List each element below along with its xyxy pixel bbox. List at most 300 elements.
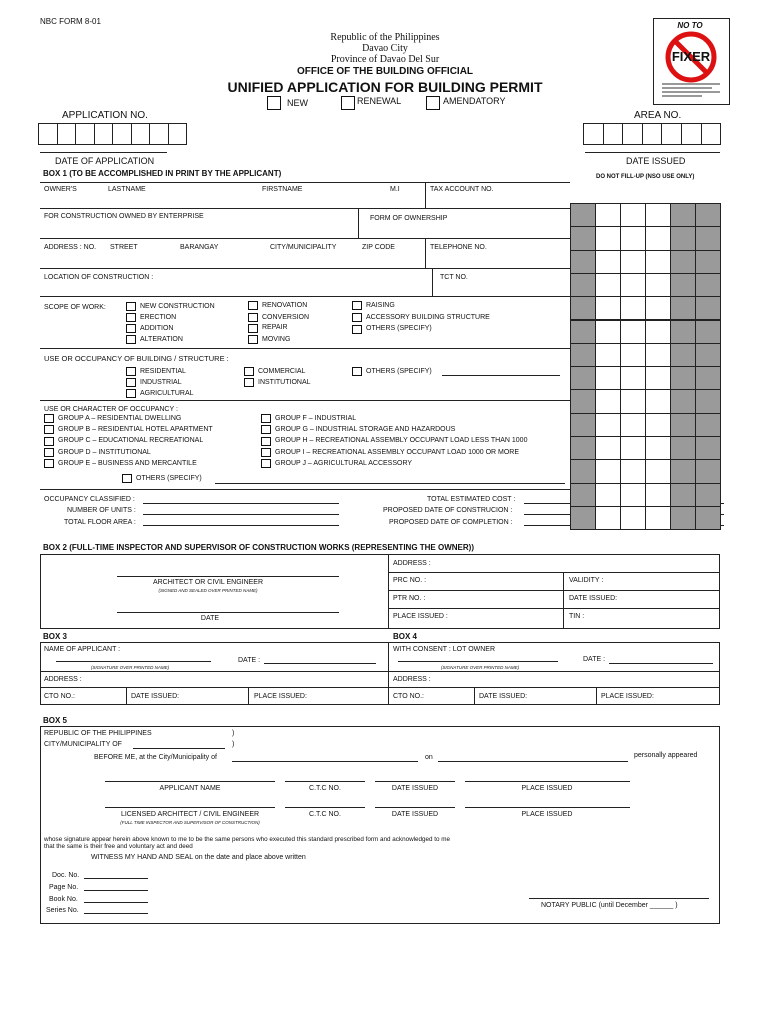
rule (40, 400, 570, 401)
nso-grid-cell (645, 226, 671, 250)
nso-grid-cell (570, 203, 596, 227)
amendatory-label: AMENDATORY (443, 96, 506, 106)
conversion-checkbox[interactable] (248, 313, 258, 322)
group-a-label: GROUP A – RESIDENTIAL DWELLING (58, 415, 182, 422)
rule (40, 268, 570, 269)
box5-republic: REPUBLIC OF THE PHILIPPINES (44, 730, 152, 737)
tin-label: TIN : (569, 613, 585, 620)
mi-label: M.I (390, 186, 400, 193)
application-no-cell[interactable] (149, 123, 169, 145)
rule (388, 608, 720, 609)
group-g-checkbox[interactable] (261, 425, 271, 434)
box3-place-issued-label: PLACE ISSUED: (254, 693, 307, 700)
date-issued-label: DATE ISSUED (626, 156, 686, 166)
nso-grid-cell (620, 483, 646, 507)
estimated-cost-label: TOTAL ESTIMATED COST : (427, 496, 516, 503)
nso-grid-cell (620, 459, 646, 483)
form-number: NBC FORM 8-01 (40, 17, 101, 26)
nso-grid-cell (695, 459, 721, 483)
repair-label: REPAIR (262, 324, 288, 331)
nso-grid-cell (595, 413, 621, 437)
nso-grid-cell (620, 436, 646, 460)
page-title: UNIFIED APPLICATION FOR BUILDING PERMIT (227, 79, 543, 95)
nso-grid-cell (620, 389, 646, 413)
zip-label: ZIP CODE (362, 244, 395, 251)
rule (84, 878, 148, 879)
rule (465, 781, 630, 782)
group-j-label: GROUP J – AGRICULTURAL ACCESSORY (275, 460, 413, 467)
application-no-cell[interactable] (168, 123, 188, 145)
republic-heading: Republic of the Philippines (330, 32, 440, 43)
nso-grid-cell (695, 296, 721, 320)
rule (40, 687, 720, 688)
ctc-label-2: C.T.C NO. (309, 811, 341, 818)
place-issued-label-2: PLACE ISSUED (521, 811, 573, 818)
box3-date-label: DATE : (238, 657, 261, 664)
group-b-label: GROUP B – RESIDENTIAL HOTEL APARTMENT (58, 426, 213, 433)
accessory-label: ACCESSORY BUILDING STRUCTURE (366, 314, 490, 321)
residential-checkbox[interactable] (126, 367, 136, 376)
addition-checkbox[interactable] (126, 324, 136, 333)
group-h-label: GROUP H – RECREATIONAL ASSEMBLY OCCUPANT LOAD LESS THAN 1000 (275, 437, 528, 444)
box4-cto-label: CTO NO.: (393, 693, 424, 700)
nso-grid-cell (670, 273, 696, 297)
nso-grid-cell (620, 296, 646, 320)
rule (143, 503, 339, 504)
rule (398, 661, 558, 662)
province-heading: Province of Davao Del Sur (330, 54, 440, 65)
rule (465, 807, 630, 808)
rule (425, 238, 426, 268)
erection-label: ERECTION (140, 314, 177, 321)
nso-grid-cell (670, 483, 696, 507)
commercial-checkbox[interactable] (244, 367, 254, 376)
commercial-label: COMMERCIAL (258, 368, 306, 375)
nso-grid-cell (670, 296, 696, 320)
new-construction-checkbox[interactable] (126, 302, 136, 311)
before-me-text: BEFORE ME, at the City/Municipality of (94, 754, 217, 761)
nso-grid-cell (645, 483, 671, 507)
owners-label: OWNER'S (44, 186, 77, 193)
area-no-cell[interactable] (701, 123, 722, 145)
nso-grid-cell (620, 226, 646, 250)
institutional-label: INSTITUTIONAL (258, 379, 311, 386)
area-no-cell[interactable] (642, 123, 663, 145)
telephone-label: TELEPHONE NO. (430, 244, 487, 251)
new-construction-label: NEW CONSTRUCTION (140, 303, 215, 310)
box2-frame (40, 554, 720, 629)
new-label: NEW (287, 98, 308, 108)
fixer-label: FIXER (671, 49, 711, 64)
nso-grid-cell (570, 296, 596, 320)
nso-grid-cell (645, 320, 671, 344)
box4-date-label: DATE : (583, 656, 606, 663)
group-e-label: GROUP E – BUSINESS AND MERCANTILE (58, 460, 197, 467)
nso-grid-cell (595, 343, 621, 367)
box4-address-label: ADDRESS : (393, 676, 431, 683)
nso-grid-cell (570, 226, 596, 250)
group-f-label: GROUP F – INDUSTRIAL (275, 415, 357, 422)
box3-title: BOX 3 (43, 632, 68, 641)
rule (248, 687, 249, 705)
licensed-sub-note: (FULL TIME INSPECTOR AND SUPERVISOR OF CONSTRUCTION) (120, 820, 260, 825)
new-checkbox[interactable] (267, 96, 281, 110)
box3-date-issued-label: DATE ISSUED: (131, 693, 180, 700)
repair-checkbox[interactable] (248, 324, 258, 333)
ptr-label: PTR NO. : (393, 595, 426, 602)
whose-text-1: whose signature appear herein above known to me to be the same persons who executed this standard prescribed form and acknowledged to me (44, 836, 451, 843)
number-units-label: NUMBER OF UNITS : (67, 507, 136, 514)
nso-note: DO NOT FILL-UP (NSO USE ONLY) (596, 174, 695, 180)
nso-grid-cell (695, 483, 721, 507)
no-to-fixer-logo (653, 18, 730, 105)
nso-grid-cell (595, 226, 621, 250)
notary-label: NOTARY PUBLIC (until December ______ ) (541, 902, 678, 909)
location-label: LOCATION OF CONSTRUCTION : (44, 274, 154, 281)
on-text: on (425, 754, 433, 761)
nso-grid-cell (645, 413, 671, 437)
rule (474, 687, 475, 705)
nso-grid-cell (570, 459, 596, 483)
nso-grid-cell (570, 413, 596, 437)
nso-grid-cell (695, 366, 721, 390)
nso-grid-cell (670, 389, 696, 413)
nso-grid-cell (595, 250, 621, 274)
occupancy-others-label: OTHERS (SPECIFY) (136, 475, 202, 482)
nso-grid-cell (595, 273, 621, 297)
box3-signature-note: (SIGNATURE OVER PRINTED NAME) (90, 665, 170, 670)
box2-address-label: ADDRESS : (393, 560, 431, 567)
rule (596, 687, 597, 705)
nso-grid-cell (570, 320, 596, 344)
rule (105, 807, 275, 808)
nso-grid-cell (695, 273, 721, 297)
nso-grid-cell (695, 506, 721, 530)
box2-place-issued-label: PLACE ISSUED : (393, 613, 448, 620)
nso-grid-cell (695, 226, 721, 250)
nso-grid-cell (645, 436, 671, 460)
doc-no-label: Doc. No. (52, 872, 80, 879)
industrial-label: INDUSTRIAL (140, 379, 182, 386)
use-label: USE OR OCCUPANCY OF BUILDING / STRUCTURE : (44, 354, 229, 363)
consent-label: WITH CONSENT : LOT OWNER (393, 646, 496, 653)
rule (84, 902, 148, 903)
nso-grid-cell (695, 320, 721, 344)
nso-grid-cell (570, 366, 596, 390)
area-no-cell[interactable] (681, 123, 702, 145)
firstname-label: FIRSTNAME (262, 186, 303, 193)
box2-date-issued-label: DATE ISSUED: (569, 595, 618, 602)
architect-label: ARCHITECT OR CIVIL ENGINEER (152, 579, 264, 586)
nso-grid-cell (695, 389, 721, 413)
date-issued-label-2: DATE ISSUED (391, 811, 439, 818)
alteration-checkbox[interactable] (126, 335, 136, 344)
rule (425, 182, 426, 208)
box4-title: BOX 4 (393, 632, 418, 641)
proposed-completion-label: PROPOSED DATE OF COMPLETION : (389, 519, 513, 526)
nso-grid-cell (645, 250, 671, 274)
rule (285, 781, 365, 782)
nso-grid-cell (595, 389, 621, 413)
floor-area-label: TOTAL FLOOR AREA : (64, 519, 136, 526)
rule (117, 576, 339, 577)
rule (143, 514, 339, 515)
group-j-checkbox[interactable] (261, 459, 271, 468)
nso-grid-cell (645, 296, 671, 320)
group-b-checkbox[interactable] (44, 425, 54, 434)
application-no-cell[interactable] (38, 123, 58, 145)
nso-grid-cell (570, 389, 596, 413)
nso-grid-cell (570, 483, 596, 507)
rule (264, 663, 376, 664)
rule (40, 208, 570, 209)
nso-grid-cell (670, 320, 696, 344)
nso-grid-cell (620, 250, 646, 274)
office-heading: OFFICE OF THE BUILDING OFFICIAL (296, 66, 474, 77)
rule (388, 572, 720, 573)
box5-paren-2: ) (232, 741, 235, 748)
nso-grid-cell (645, 343, 671, 367)
application-no-cell[interactable] (94, 123, 114, 145)
group-a-checkbox[interactable] (44, 414, 54, 423)
rule (40, 489, 570, 490)
page-no-label: Page No. (49, 884, 79, 891)
signed-sealed-note: (SIGNED AND SEALED OVER PRINTED NAME) (158, 588, 258, 593)
rule (563, 572, 564, 629)
moving-checkbox[interactable] (248, 335, 258, 344)
group-g-label: GROUP G – INDUSTRIAL STORAGE AND HAZARDOUS (275, 426, 456, 433)
barangay-label: BARANGAY (180, 244, 219, 251)
rule (117, 612, 339, 613)
tax-account-label: TAX ACCOUNT NO. (430, 186, 494, 193)
renovation-label: RENOVATION (262, 302, 308, 309)
rule (438, 761, 628, 762)
rule (432, 268, 433, 296)
rule (126, 687, 127, 705)
group-i-checkbox[interactable] (261, 448, 271, 457)
nso-grid-cell (570, 506, 596, 530)
nso-grid-cell (570, 343, 596, 367)
nso-grid-cell (620, 273, 646, 297)
rule (285, 807, 365, 808)
ctc-label-1: C.T.C NO. (309, 785, 341, 792)
nso-grid-cell (595, 483, 621, 507)
scope-others-checkbox[interactable] (352, 325, 362, 334)
date-of-application-label: DATE OF APPLICATION (55, 156, 155, 166)
form-ownership-label: FORM OF OWNERSHIP (370, 215, 448, 222)
nso-grid-cell (595, 296, 621, 320)
group-d-label: GROUP D – INSTITUTIONAL (58, 449, 151, 456)
area-no-cell[interactable] (661, 123, 682, 145)
book-no-label: Book No. (49, 896, 78, 903)
application-no-cell[interactable] (75, 123, 95, 145)
nso-grid-cell (695, 436, 721, 460)
area-no-cell[interactable] (622, 123, 643, 145)
nso-grid-cell (595, 203, 621, 227)
rule (232, 761, 418, 762)
lastname-label: LASTNAME (108, 186, 146, 193)
residential-label: RESIDENTIAL (140, 368, 186, 375)
no-to-label: NO TO (677, 21, 703, 30)
nso-grid-cell (595, 506, 621, 530)
institutional-checkbox[interactable] (244, 378, 254, 387)
raising-checkbox[interactable] (352, 301, 362, 310)
enterprise-label: FOR CONSTRUCTION OWNED BY ENTERPRISE (44, 213, 204, 220)
address-no-label: ADDRESS : NO. (44, 244, 97, 251)
group-c-checkbox[interactable] (44, 437, 54, 446)
box4-date-issued-label: DATE ISSUED: (479, 693, 528, 700)
nso-grid-cell (620, 320, 646, 344)
place-issued-label-1: PLACE ISSUED (521, 785, 573, 792)
moving-label: MOVING (262, 336, 291, 343)
group-d-checkbox[interactable] (44, 448, 54, 457)
occupancy-others-checkbox[interactable] (122, 474, 132, 483)
alteration-label: ALTERATION (140, 336, 183, 343)
rule (105, 781, 275, 782)
rule (388, 590, 720, 591)
box5-city: CITY/MUNICIPALITY OF (44, 741, 122, 748)
renewal-label: RENEWAL (357, 96, 402, 106)
industrial-checkbox[interactable] (126, 378, 136, 387)
area-no-cell[interactable] (583, 123, 604, 145)
nso-grid-cell (645, 459, 671, 483)
nso-grid-cell (670, 366, 696, 390)
box1-title: BOX 1 (TO BE ACCOMPLISHED IN PRINT BY THE APPLICANT) (43, 169, 282, 178)
application-no-label: APPLICATION NO. (62, 110, 148, 121)
nso-grid-cell (595, 459, 621, 483)
nso-grid-cell (570, 250, 596, 274)
rule (84, 913, 148, 914)
use-others-label: OTHERS (SPECIFY) (366, 368, 432, 375)
rule (388, 554, 389, 629)
renewal-checkbox[interactable] (341, 96, 355, 110)
street-label: STREET (110, 244, 138, 251)
whose-text-2: that the same is their free and voluntary act and deed (44, 843, 193, 850)
nso-grid-cell (695, 203, 721, 227)
nso-grid-cell (620, 343, 646, 367)
nso-grid-cell (695, 413, 721, 437)
rule (215, 483, 565, 484)
rule (40, 296, 570, 297)
nso-grid-cell (670, 506, 696, 530)
rule (609, 663, 713, 664)
box4-place-issued-label: PLACE ISSUED: (601, 693, 654, 700)
accessory-checkbox[interactable] (352, 313, 362, 322)
box3-address-label: ADDRESS : (44, 676, 82, 683)
rule (388, 642, 389, 705)
area-no-label: AREA NO. (634, 110, 682, 121)
erection-checkbox[interactable] (126, 313, 136, 322)
nso-grid-cell (645, 389, 671, 413)
group-f-checkbox[interactable] (261, 414, 271, 423)
group-c-label: GROUP C – EDUCATIONAL RECREATIONAL (58, 437, 204, 444)
rule (40, 182, 570, 183)
nso-grid-cell (670, 226, 696, 250)
nso-grid-cell (670, 436, 696, 460)
group-i-label: GROUP I – RECREATIONAL ASSEMBLY OCCUPANT LOAD 1000 OR MORE (275, 449, 520, 456)
nso-grid-cell (670, 459, 696, 483)
nso-grid-cell (645, 273, 671, 297)
box4-signature-note: (SIGNATURE OVER PRINTED NAME) (440, 665, 520, 670)
tct-label: TCT NO. (440, 274, 468, 281)
nso-grid-cell (670, 203, 696, 227)
nso-grid-cell (645, 203, 671, 227)
validity-label: VALIDITY : (569, 577, 604, 584)
agricultural-checkbox[interactable] (126, 389, 136, 398)
nso-grid-cell (620, 366, 646, 390)
scope-others-label: OTHERS (SPECIFY) (366, 325, 432, 332)
nso-grid-cell (595, 366, 621, 390)
rule (375, 781, 455, 782)
witness-text: WITNESS MY HAND AND SEAL on the date and place above written (91, 854, 306, 861)
date-issued-line (585, 152, 720, 153)
addition-label: ADDITION (140, 325, 174, 332)
nso-grid-cell (670, 413, 696, 437)
rule (529, 898, 709, 899)
char-label: USE OR CHARACTER OF OCCUPANCY : (44, 406, 178, 413)
licensed-architect-label: LICENSED ARCHITECT / CIVIL ENGINEER (120, 811, 260, 818)
application-no-cell[interactable] (131, 123, 151, 145)
applicant-name-label: APPLICANT NAME (159, 785, 221, 792)
box5-title: BOX 5 (43, 716, 68, 725)
nso-grid-cell (595, 436, 621, 460)
group-h-checkbox[interactable] (261, 437, 271, 446)
nso-grid-cell (595, 320, 621, 344)
city-muni-label: CITY/MUNICIPALITY (270, 244, 337, 251)
box5-paren-1: ) (232, 730, 235, 737)
rule (442, 375, 560, 376)
rule (40, 238, 570, 239)
rule (84, 890, 148, 891)
nso-grid-cell (620, 506, 646, 530)
agricultural-label: AGRICULTURAL (140, 390, 194, 397)
application-no-cell[interactable] (57, 123, 77, 145)
rule (358, 208, 359, 238)
nso-grid-cell (620, 413, 646, 437)
area-no-cell[interactable] (603, 123, 624, 145)
occupancy-classified-label: OCCUPANCY CLASSIFIED : (44, 496, 135, 503)
nso-grid-cell (620, 203, 646, 227)
nso-grid-cell (645, 366, 671, 390)
date-application-line (40, 152, 167, 153)
group-e-checkbox[interactable] (44, 459, 54, 468)
city-heading: Davao City (362, 43, 408, 54)
amendatory-checkbox[interactable] (426, 96, 440, 110)
nso-grid-cell (670, 343, 696, 367)
nso-grid-cell (570, 273, 596, 297)
rule (133, 748, 225, 749)
series-no-label: Series No. (46, 907, 79, 914)
personally-appeared-text: personally appeared (634, 752, 698, 759)
date-issued-label-1: DATE ISSUED (391, 785, 439, 792)
raising-label: RAISING (366, 302, 395, 309)
rule (375, 807, 455, 808)
use-others-checkbox[interactable] (352, 367, 362, 376)
box2-title: BOX 2 (FULL-TIME INSPECTOR AND SUPERVISOR OF CONSTRUCTION WORKS (REPRESENTING THE OWNER)) (43, 543, 474, 552)
nso-grid-cell (670, 250, 696, 274)
box3-cto-label: CTO NO.: (44, 693, 75, 700)
rule (40, 348, 570, 349)
renovation-checkbox[interactable] (248, 301, 258, 310)
conversion-label: CONVERSION (262, 314, 310, 321)
box2-date-label: DATE (200, 615, 220, 622)
prc-label: PRC NO. : (393, 577, 427, 584)
proposed-construction-label: PROPOSED DATE OF CONSTRUCION : (383, 507, 513, 514)
nso-grid-cell (695, 343, 721, 367)
scope-label: SCOPE OF WORK: (44, 304, 106, 311)
rule (143, 525, 339, 526)
application-no-cell[interactable] (112, 123, 132, 145)
